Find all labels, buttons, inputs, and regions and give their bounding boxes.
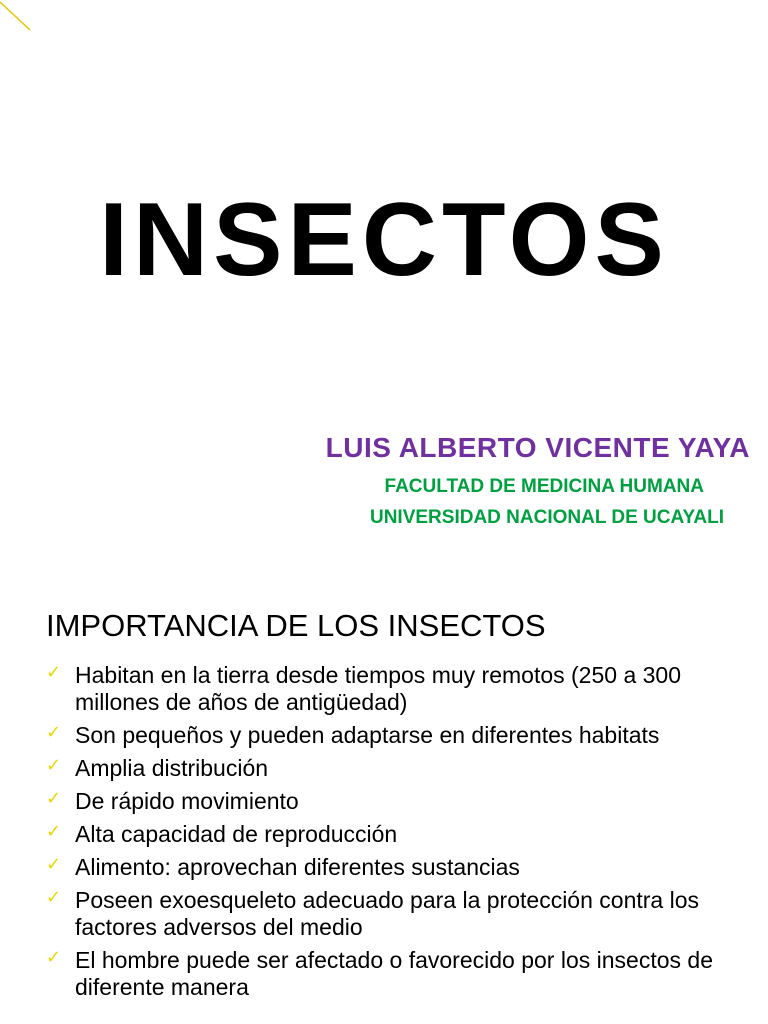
list-item	[44, 662, 744, 716]
university-name: UNIVERSIDAD NACIONAL DE UCAYALI	[369, 507, 724, 528]
list-item-text: Habitan en la tierra desde tiempos muy remotos (250 a 300 millones de años de antigüedad)	[75, 662, 681, 715]
list-item	[44, 755, 744, 782]
list-item-text: De rápido movimiento	[75, 788, 299, 814]
bullet-list	[44, 662, 744, 1007]
check-icon: ✓	[46, 887, 62, 908]
faculty-name: FACULTAD DE MEDICINA HUMANA	[384, 476, 704, 497]
check-icon: ✓	[46, 947, 62, 968]
page-title: INSECTOS	[99, 182, 669, 298]
list-item-text: Alta capacidad de reproducción	[75, 821, 398, 847]
list-item	[44, 722, 744, 749]
author-name: LUIS ALBERTO VICENTE YAYA	[325, 432, 750, 463]
check-icon: ✓	[46, 722, 62, 743]
list-item	[44, 821, 744, 848]
section-heading: IMPORTANCIA DE LOS INSECTOS	[46, 608, 546, 643]
corner-accent-line	[0, 0, 40, 40]
list-item-text: Amplia distribución	[75, 755, 269, 781]
check-icon: ✓	[46, 854, 62, 875]
list-item-text: El hombre puede ser afectado o favorecido por los insectos de diferente manera	[75, 947, 713, 1000]
list-item-text: Son pequeños y pueden adaptarse en diferentes habitats	[75, 722, 660, 748]
list-item	[44, 887, 744, 941]
check-icon: ✓	[46, 662, 62, 683]
list-item-text: Alimento: aprovechan diferentes sustancias	[75, 854, 520, 880]
list-item	[44, 854, 744, 881]
check-icon: ✓	[46, 788, 62, 809]
list-item	[44, 947, 744, 1001]
list-item-text: Poseen exoesqueleto adecuado para la protección contra los factores adversos del medio	[75, 887, 699, 940]
list-item	[44, 788, 744, 815]
check-icon: ✓	[46, 755, 62, 776]
check-icon: ✓	[46, 821, 62, 842]
